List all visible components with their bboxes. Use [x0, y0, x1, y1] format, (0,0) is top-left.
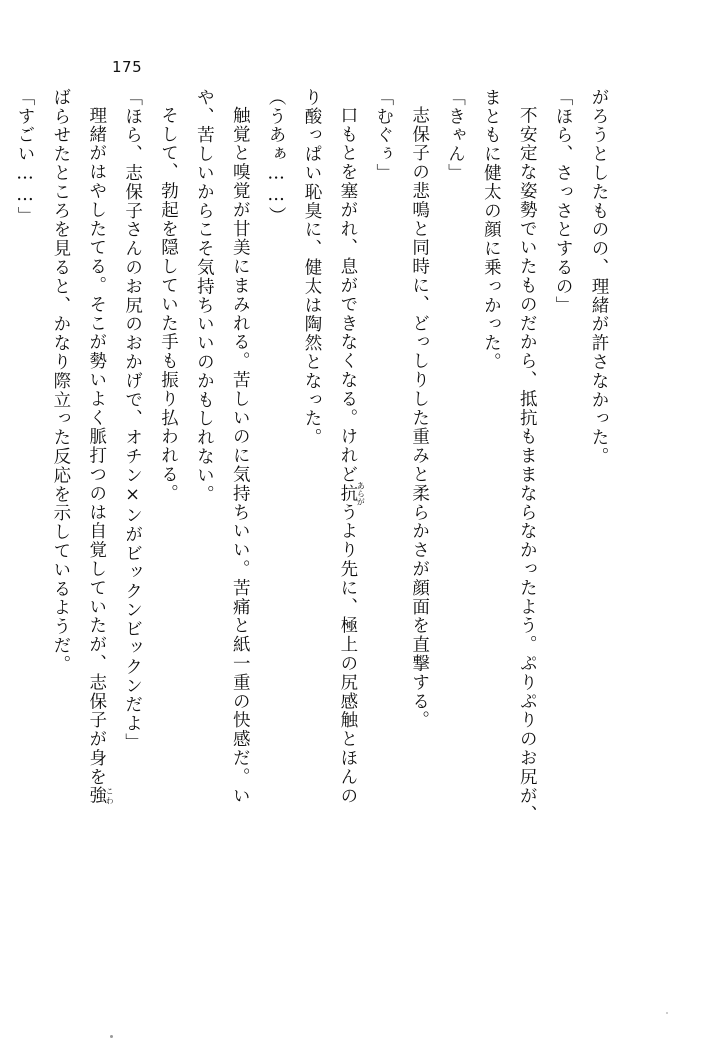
scan-speck	[666, 1012, 668, 1014]
text-line: り酸っぱい恥臭に、健太は陶然となった。	[302, 88, 322, 448]
text-line: そして、勃起を隠していた手も振り払われる。	[158, 106, 179, 503]
text-line: 「すごい……」	[15, 88, 35, 226]
text-line: ばらせたところを見ると、かなり際立った反応を示しているようだ。	[50, 88, 71, 674]
text-line: 理緒がはやしたてる。そこが勢いよく脈打つのは自覚していたが、志保子が身を強こわ	[86, 106, 115, 806]
text-line: 不安定な姿勢でいたものだから、抵抗もままならなかったよう。ぷりぷりのお尻が、	[517, 106, 538, 825]
text-line: や、苦しいからこそ気持ちいいのかもしれない。	[194, 88, 215, 504]
text-line: 口もとを塞がれ、息ができなくなる。けれど抗あらがうより先に、極上の尻感触とほんの	[337, 106, 366, 806]
text-line: 「むぐぅ」	[373, 88, 394, 183]
page-number: 175	[112, 58, 143, 76]
scan-speck	[110, 1035, 113, 1038]
text-line: 「ほら、さっさとするの」	[553, 88, 574, 315]
text-line: がろうとしたものの、理緒が許さなかった。	[589, 88, 609, 466]
text-line: （うあぁ……）	[266, 88, 287, 226]
text-line: 「きゃん」	[445, 88, 466, 183]
text-line: 「ほら、志保子さんのお尻のおかげで、オチン×ンがビックンビックンだよ」	[122, 88, 143, 752]
text-line: まともに健太の顔に乗っかった。	[481, 88, 502, 372]
text-line: 志保子の悲鳴と同時に、どっしりした重みと柔らかさが顔面を直撃する。	[409, 106, 430, 730]
ruby-annotation: 抗あらが	[337, 481, 366, 506]
ruby-annotation: 強こわ	[86, 786, 115, 806]
vertical-text-body	[15, 88, 616, 960]
text-line: 触覚と嗅覚が甘美にまみれる。苦しいのに気持ちいい。苦痛と紙一重の快感だ。い	[230, 106, 251, 806]
